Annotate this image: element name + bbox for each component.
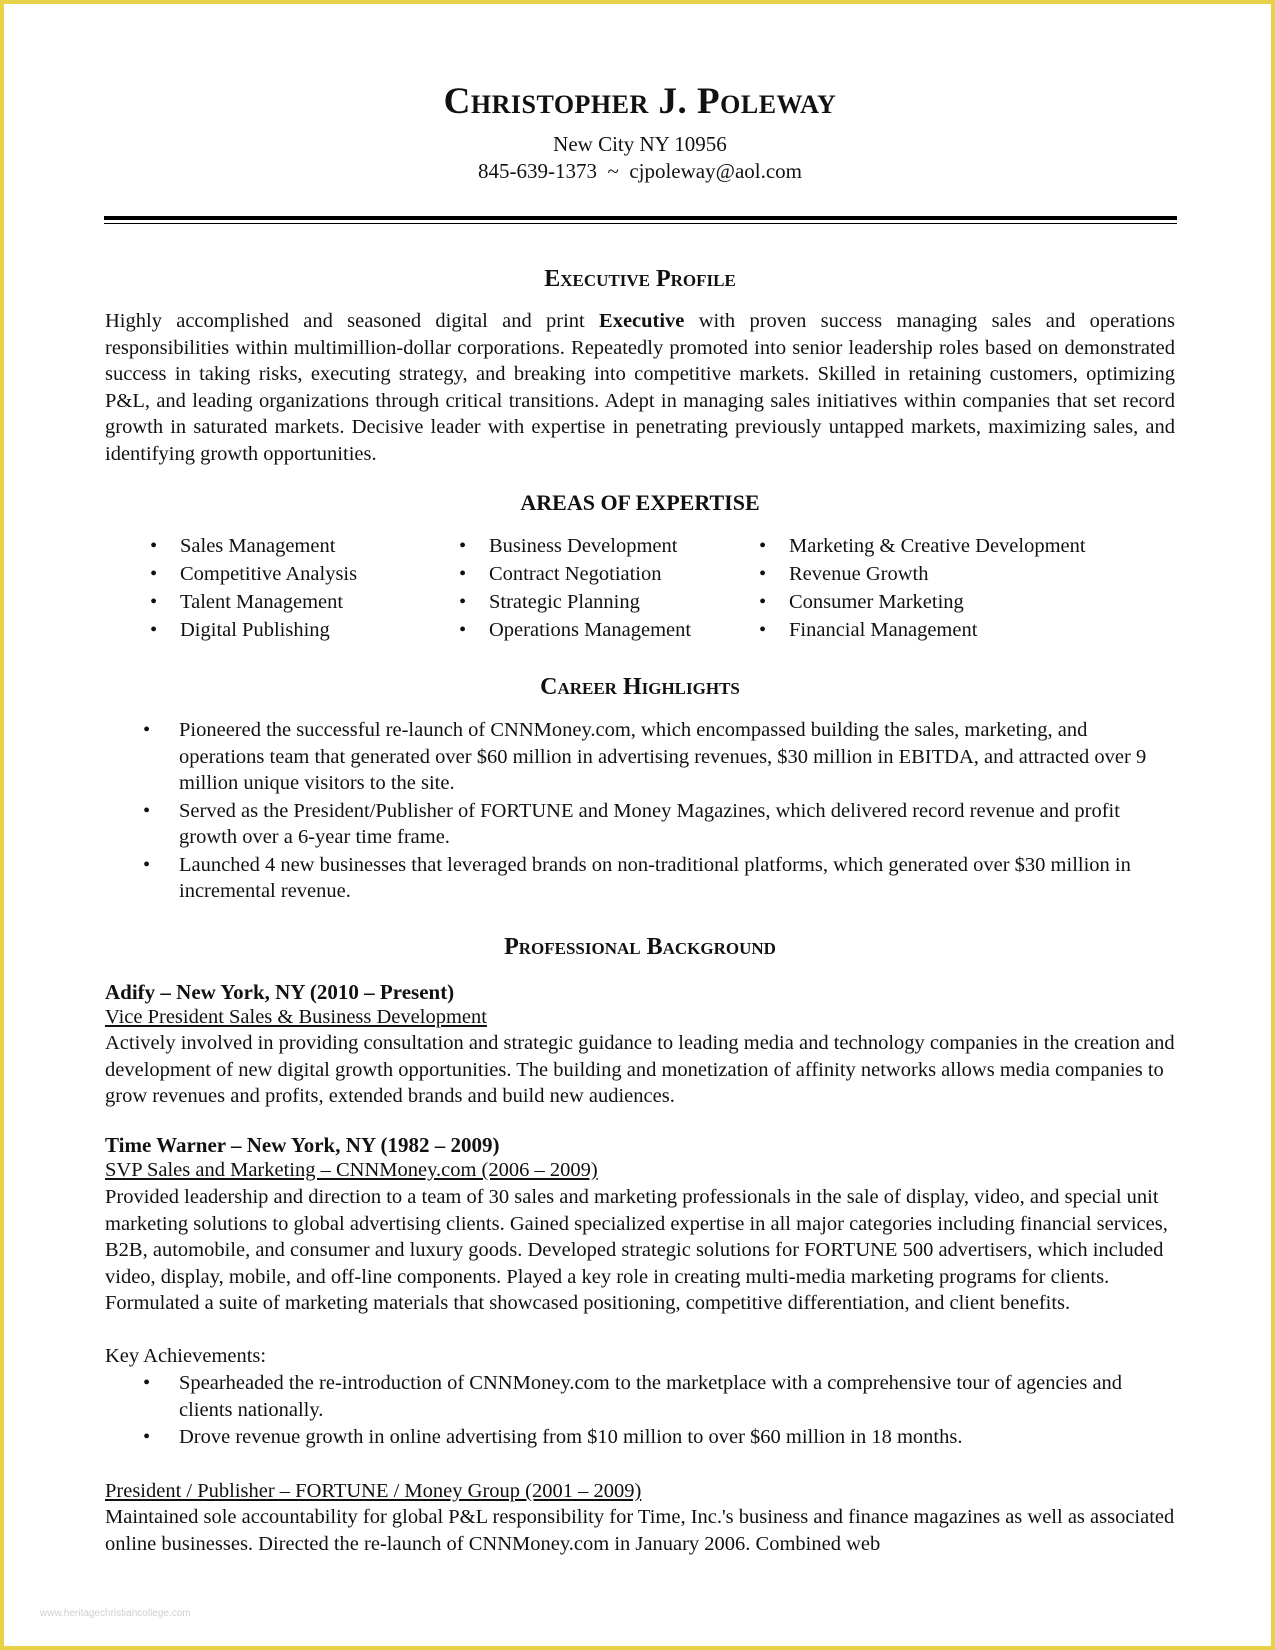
bullet-icon: • xyxy=(759,619,767,641)
page-frame: Christopher J. Poleway New City NY 10956 845-639-1373 ~ cjpoleway@aol.com Executive Profile Highly accomplished and seasoned digital and print Executive with proven success managing sales and operations responsibilities within multimillion-dollar corporations. Repeatedly promoted into senior leadership roles based on demonstrated success in taking risks, executing strategy, and breaking into competitive markets. Skilled in retaining customers, optimizing P&L, and leading organizations through critical transitions. Adept in managing sales initiatives within companies that set record growth in saturated markets. Decisive leader with expertise in penetrating previously untapped markets, maximizing sales, and identifying growth opportunities. AREAS OF EXPERTISE • Sales Management • Competitive Analysis • Talent Management • Digital Publishing • Business Development • Contract Negotiation • Strategic Planning • Operations Management • Marketing & Creative Development • Revenue Growth • Consumer Marketing • Financial Management Career Highlights • Pioneered the successful re-launch of CNNMoney.com, which encompassed building the sales, marketing, and operations team that generated over $60 million in advertising revenues, $30 million in EBITDA, and attracted over 9 million unique visitors to the site. • Served as the President/Publisher of FORTUNE and Money Magazines, which delivered record revenue and profit growth over a 6-year time frame. • Launched 4 new businesses that leveraged brands on non-traditional platforms, which generated over $30 million in incremental revenue. Professional Background Adify – New York, NY (2010 – Present) Vice President Sales & Business Development Actively involved in providing consultation and strategic guidance to leading media and technology companies in the creation and development of new digital growth opportunities. The building and monetization of affinity networks allows media companies to grow revenues and profits, extended brands and build new audiences. Time Warner – New York, NY (1982 – 2009) SVP Sales and Marketing – CNNMoney.com (2006 – 2009) Provided leadership and direction to a team of 30 sales and marketing professionals in the sale of display, video, and special unit marketing solutions to global advertising clients. Gained specialized expertise in all major categories including financial services, B2B, automobile, and consumer and luxury goods. Developed strategic solutions for FORTUNE 500 advertisers, which included video, display, mobile, and off-line components. Played a key role in creating multi-media marketing programs for clients. Formulated a suite of marketing materials that showcased positioning, competitive differentiation, and client benefits. Key Achievements: • Spearheaded the re-introduction of CNNMoney.com to the marketplace with a comprehensive tour of agencies and clients nationally. • Drove revenue growth in online advertising from $10 million to over $60 million in 18 months. President / Publisher – FORTUNE / Money Group (2001 – 2009) Maintained sole accountability for global P&L responsibility for Time, Inc.'s business and finance magazines as well as associated online businesses. Directed the re-launch of CNNMoney.com in January 2006. Combined web www.heritagechristiancollege.com xyxy=(0,0,1275,1650)
bullet-icon: • xyxy=(459,535,467,557)
job-timewarner-role: SVP Sales and Marketing – CNNMoney.com (2006 – 2009) xyxy=(105,1159,598,1181)
key-achievements-label: Key Achievements: xyxy=(105,1345,267,1367)
bullet-icon: • xyxy=(759,535,767,557)
career-highlights-heading: Career Highlights xyxy=(540,674,740,700)
address-line: New City NY 10956 xyxy=(553,132,727,156)
watermark: www.heritagechristiancollege.com xyxy=(40,1608,191,1619)
bullet-icon: • xyxy=(150,563,158,585)
bullet-icon: • xyxy=(459,619,467,641)
professional-background-heading: Professional Background xyxy=(504,934,776,960)
job-timewarner-title: Time Warner – New York, NY (1982 – 2009) xyxy=(105,1133,500,1157)
bullet-icon: • xyxy=(150,591,158,613)
contact-line: 845-639-1373 ~ cjpoleway@aol.com xyxy=(477,159,803,183)
job-adify-title: Adify – New York, NY (2010 – Present) xyxy=(105,980,455,1004)
executive-profile-heading: Executive Profile xyxy=(544,266,736,292)
bullet-icon: • xyxy=(143,719,151,741)
bullet-icon: • xyxy=(143,799,151,822)
profile-bold-word: Executive xyxy=(599,310,685,332)
highlight-item: • Served as the President/Publisher of FORTUNE and Money Magazines, which delivered record revenue and profit growth over a 6-year time frame. xyxy=(143,799,1120,848)
job-adify-description: Actively involved in providing consultation and strategic guidance to leading media and technology companies in the creation and development of new digital growth opportunities. The building and monetization of affinity networks allows media companies to grow revenues and profits, extended brands and build new audiences. xyxy=(105,1032,1175,1107)
areas-of-expertise-heading: AREAS OF EXPERTISE xyxy=(520,490,760,515)
key-achievements-list xyxy=(105,1370,1175,1452)
header-rule-thick xyxy=(104,216,1177,220)
header-rule-thin xyxy=(104,223,1177,224)
candidate-name: Christopher J. Poleway xyxy=(443,81,837,122)
highlight-item: • Launched 4 new businesses that leveraged brands on non-traditional platforms, which generated over $30 million in incremental revenue. xyxy=(143,853,1131,902)
bullet-icon: • xyxy=(459,591,467,613)
career-highlights-list xyxy=(105,717,1175,906)
executive-profile-text xyxy=(105,308,1175,467)
job-adify-role: Vice President Sales & Business Development xyxy=(105,1006,487,1028)
bullet-icon: • xyxy=(459,563,467,585)
bullet-icon: • xyxy=(759,591,767,613)
bullet-icon: • xyxy=(150,619,158,641)
job-fortune-role: President / Publisher – FORTUNE / Money Group (2001 – 2009) xyxy=(105,1480,642,1502)
profile-text-rest: with proven success managing sales and operations responsibilities within multimillion-dollar corporations. Repeatedly promoted into senior leadership roles based on demonstrated success in taking risks, executing strategy, and breaking into competitive markets. Skilled in retaining customers, optimizing P&L, and leading organizations through critical transitions. Adept in managing sales initiatives within companies that set record growth in saturated markets. Decisive leader with expertise in penetrating previously untapped markets, maximizing sales, and identifying growth opportunities. xyxy=(105,310,1175,465)
highlight-item: • Pioneered the successful re-launch of CNNMoney.com, which encompassed building the sales, marketing, and operations team that generated over $60 million in advertising revenues, $30 million in EBITDA, and attracted over 9 million unique visitors to the site. xyxy=(143,719,1147,794)
bullet-icon: • xyxy=(143,1426,151,1448)
bullet-icon: • xyxy=(150,535,158,557)
bullet-icon: • xyxy=(143,1372,151,1394)
bullet-icon: • xyxy=(143,853,151,876)
achievement-item: • Spearheaded the re-introduction of CNNMoney.com to the marketplace with a comprehensive tour of agencies and clients nationally. xyxy=(143,1372,1123,1421)
job-fortune-description: Maintained sole accountability for global P&L responsibility for Time, Inc.'s business and finance magazines as well as associated online businesses. Directed the re-launch of CNNMoney.com in January 2006. Combined web xyxy=(105,1506,1175,1555)
achievement-item: • Drove revenue growth in online advertising from $10 million to over $60 million in 18 months. xyxy=(105,1424,1175,1451)
bullet-icon: • xyxy=(759,563,767,585)
job-timewarner-description: Provided leadership and direction to a team of 30 sales and marketing professionals in the sale of display, video, and special unit marketing solutions to global advertising clients. Gained specialized expertise in all major categories including financial services, B2B, automobile, and consumer and luxury goods. Developed strategic solutions for FORTUNE 500 advertisers, which included video, display, mobile, and off-line components. Played a key role in creating multi-media marketing programs for clients. Formulated a suite of marketing materials that showcased positioning, competitive differentiation, and client benefits. xyxy=(105,1186,1168,1314)
profile-text-start: Highly accomplished and seasoned digital and print xyxy=(105,310,600,332)
